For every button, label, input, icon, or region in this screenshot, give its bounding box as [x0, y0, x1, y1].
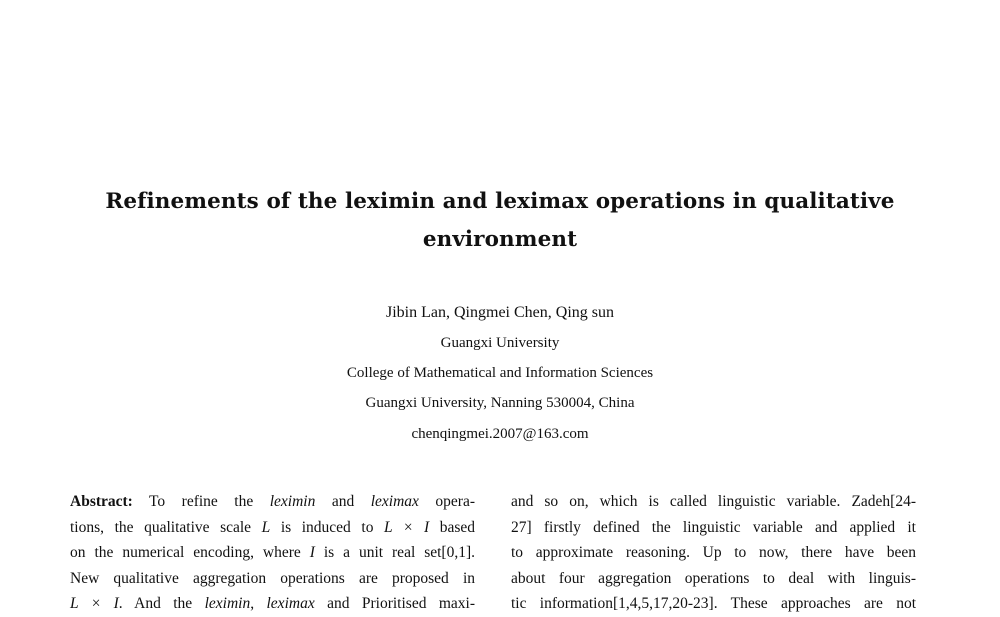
title-line-2: environment — [422, 227, 578, 252]
intro-line-5: tic information[1,4,5,17,20-23]. These approaches are not — [511, 595, 916, 613]
authors: Jibin Lan, Qingmei Chen, Qing sun — [386, 304, 614, 321]
abstract-column — [70, 489, 475, 617]
abstract-line-3: on the numerical encoding, where I is a unit real set[0,1]. — [70, 544, 475, 562]
abstract-line-2: tions, the qualitative scale L is induced to L × I based — [70, 518, 475, 536]
address: Guangxi University, Nanning 530004, China — [365, 395, 635, 411]
intro-line-2: 27] firstly defined the linguistic variable and applied it — [511, 518, 916, 536]
abstract-line-1: Abstract: To refine the leximin and leximax opera- — [70, 493, 475, 510]
college: College of Mathematical and Information Sciences — [346, 365, 654, 381]
abstract-label: Abstract: — [70, 493, 133, 510]
paper-title — [60, 183, 940, 259]
abstract-line-4: New qualitative aggregation operations are proposed in — [70, 569, 475, 587]
university: Guangxi University — [440, 335, 560, 351]
title-line-1: Refinements of the leximin and leximax operations in qualitative — [105, 189, 895, 214]
intro-column — [511, 489, 916, 617]
intro-line-4: about four aggregation operations to deal with linguis- — [511, 569, 916, 587]
intro-line-1: and so on, which is called linguistic variable. Zadeh[24- — [511, 493, 916, 510]
email[interactable]: chenqingmei.2007@163.com — [411, 426, 589, 442]
abstract-line-5: L × I. And the leximin, leximax and Prioritised maxi- — [70, 595, 475, 613]
intro-line-3: to approximate reasoning. Up to now, there have been — [511, 544, 916, 562]
